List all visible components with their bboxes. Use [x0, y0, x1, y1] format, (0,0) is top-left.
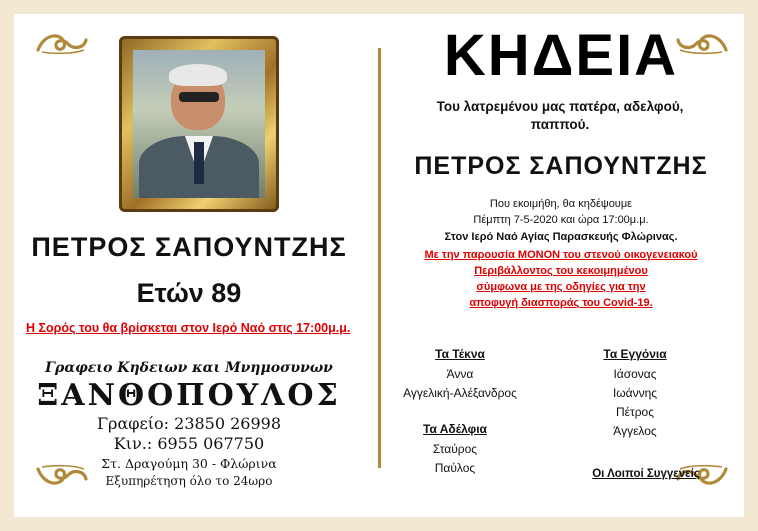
beloved-line-1: Του λατρεμένου μας πατέρα, αδελφού,	[436, 99, 684, 114]
notice-title: ΚΗΔΕΙΑ	[443, 23, 679, 88]
covid-note-2: Περιβάλλοντος του κεκοιμημένου	[474, 265, 648, 277]
list-item: Ιάσονας	[613, 367, 657, 381]
list-item: Παύλος	[434, 461, 476, 475]
list-item: Ιωάννης	[612, 386, 658, 400]
list-item: Άννα	[446, 367, 474, 381]
list-item: Άγγελος	[613, 424, 657, 438]
agency-title: Γραφειο Κηδειων και Μνημοσυνων	[45, 360, 333, 376]
covid-note-3: σύμφωνα με της οδηγίες για την	[476, 281, 646, 293]
siblings-group	[390, 422, 520, 478]
other-relatives: Οι Λοιποί Συγγενείς	[592, 468, 700, 480]
agency-office-phone: Γραφείο: 23850 26998	[96, 414, 282, 433]
list-item: Πέτρος	[615, 405, 655, 419]
deceased-age: Ετών 89	[136, 278, 242, 308]
grandchildren-group	[560, 347, 710, 441]
ornament-top-left-icon	[34, 30, 90, 56]
coffin-note: Η Σορός του θα βρίσκεται στον Ιερό Ναό στις 17:00μ.μ.	[26, 321, 351, 335]
list-item: Αγγελική-Αλέξανδρος	[403, 386, 517, 400]
portrait-frame	[119, 36, 279, 212]
agency-address: Στ. Δραγούμη 30 - Φλώρινα	[101, 456, 277, 471]
children-group	[380, 347, 540, 403]
deceased-name-right: ΠΕΤΡΟΣ ΣΑΠΟΥΝΤΖΗΣ	[414, 152, 708, 180]
agency-name: ΞΑΝΘΟΠΟΥΛΟΣ	[37, 378, 341, 413]
covid-note-4: αποφυγή διασποράς του Covid-19.	[469, 297, 653, 309]
list-item: Σταύρος	[432, 442, 478, 456]
beloved-line	[395, 98, 725, 134]
info-line-2: Πέμπτη 7-5-2020 και ώρα 17:00μ.μ.	[473, 214, 649, 226]
beloved-line-2: παππού.	[530, 117, 590, 132]
portrait-photo	[133, 50, 265, 198]
siblings-heading: Τα Αδέλφια	[423, 422, 487, 436]
agency-service-hours: Εξυπηρέτηση όλο το 24ωρο	[105, 474, 273, 488]
children-heading: Τα Τέκνα	[435, 347, 485, 361]
agency-mobile-phone: Κιν.: 6955 067750	[113, 434, 265, 453]
covid-note-1: Με την παρουσία ΜΟΝΟΝ του στενού οικογενειακού	[424, 249, 698, 261]
grandchildren-heading: Τα Εγγόνια	[603, 347, 667, 361]
info-line-1: Που εκοιμήθη, θα κηδέψουμε	[489, 198, 633, 210]
info-church: Στον Ιερό Ναό Αγίας Παρασκευής Φλώρινας.	[444, 231, 678, 243]
deceased-name: ΠΕΤΡΟΣ ΣΑΠΟΥΝΤΖΗΣ	[31, 232, 347, 262]
